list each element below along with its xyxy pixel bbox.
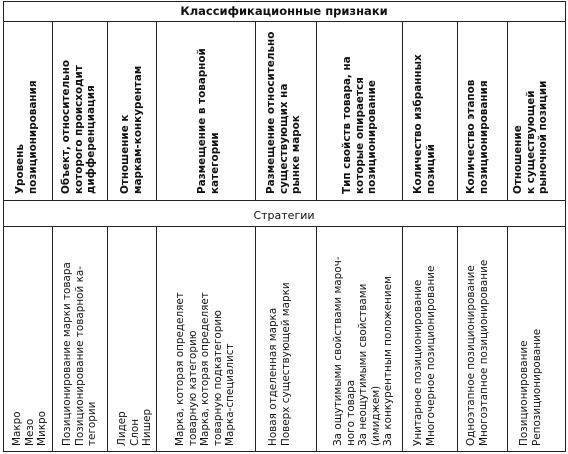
col-divider-bottom xyxy=(316,226,317,451)
strategy-cell: Позиционирование Репозиционирование xyxy=(518,328,543,446)
header-cell: Тип свойств товара, на которые опирается позиционирование xyxy=(341,56,378,194)
col-divider-bottom xyxy=(255,226,256,451)
header-cell: Отношение к маркам-конкурентам xyxy=(119,65,144,194)
col-divider-top xyxy=(107,21,108,200)
strategies-subtitle: Стратегии xyxy=(253,209,315,222)
strategy-cell: Макро Мезо Микро xyxy=(11,411,48,446)
col-divider-bottom xyxy=(402,226,403,451)
col-divider-bottom xyxy=(52,226,53,451)
col-divider-top xyxy=(156,21,157,200)
border-left xyxy=(3,1,4,452)
col-divider-top xyxy=(52,21,53,200)
col-divider-top xyxy=(316,21,317,200)
header-cell: Размещение в товарной категории xyxy=(196,48,221,194)
header-cell: Количество избранных позиций xyxy=(412,54,437,194)
strategy-cell: Лидер Слон Нишер xyxy=(116,408,153,446)
header-cell: Количество этапов позиционирования xyxy=(465,79,490,194)
col-divider-bottom xyxy=(107,226,108,451)
strategy-cell: Марка, которая определяет товарную категорию Марка, которая определяет товарную подкатегорию Марка-специалист xyxy=(174,292,236,446)
strategy-cell: Позиционирование марки товара Позиционирование товарной ка- тегории xyxy=(61,262,98,446)
strategy-cell: Унитарное позиционирование Многочерное позиционирование xyxy=(412,265,437,446)
border-right xyxy=(565,1,566,452)
header-cell: Уровень позиционирования xyxy=(14,80,39,194)
col-divider-bottom xyxy=(507,226,508,451)
col-divider-bottom xyxy=(457,226,458,451)
col-divider-top xyxy=(255,21,256,200)
rule-bottom xyxy=(4,451,566,452)
strategy-cell: Новая отделенная марка Поверх существующей марки xyxy=(267,282,292,446)
col-divider-bottom xyxy=(156,226,157,451)
header-cell: Объект, относительно которого происходит дифференциация xyxy=(60,59,97,194)
rule-under-subtitle xyxy=(4,226,566,227)
rule-header-bottom xyxy=(4,200,566,201)
rule-top xyxy=(4,1,566,2)
header-cell: Размещение относительно существующих на рынке марок xyxy=(265,31,302,194)
strategy-cell: Одноэтапное позиционирование Многоэтапное позиционирование xyxy=(465,259,490,446)
col-divider-top xyxy=(402,21,403,200)
rule-under-title xyxy=(4,21,566,22)
table-title: Классификационные признаки xyxy=(180,4,388,18)
header-cell: Отношение к существующей рыночной позиции xyxy=(512,80,549,194)
strategy-cell: За ощутимыми свойствами мароч- ного товара За неощутимыми свойствами (имиджем) За конкурентным положением xyxy=(332,256,394,446)
col-divider-top xyxy=(507,21,508,200)
col-divider-top xyxy=(457,21,458,200)
